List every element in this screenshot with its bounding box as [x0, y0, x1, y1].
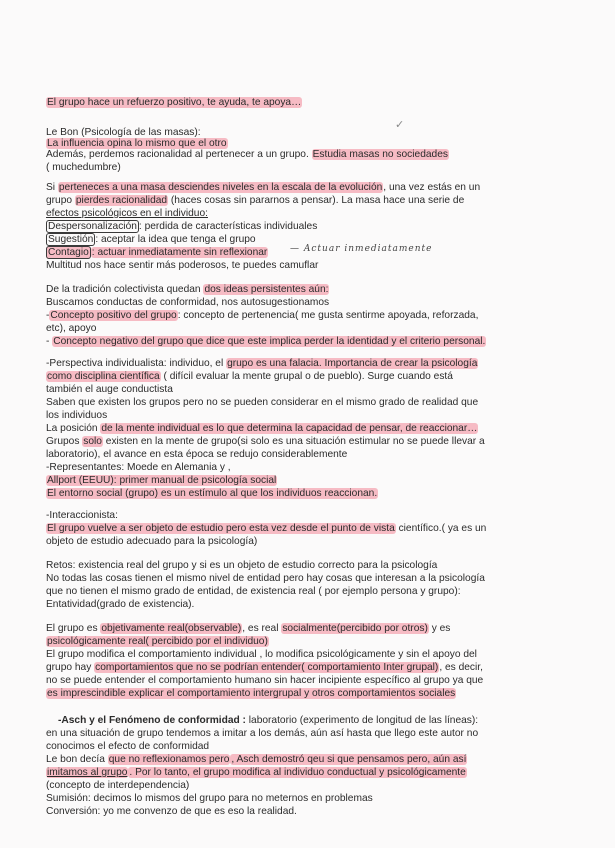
highlighted-text: . Por lo tanto, el grupo modifica al individuo conductual y psicológicamente — [129, 767, 466, 778]
highlighted-text: Estudia masas no sociedades — [312, 149, 448, 160]
text-line — [46, 622, 450, 635]
text-line — [46, 181, 480, 194]
text-line — [46, 309, 478, 322]
text-line — [46, 96, 302, 109]
highlighted-text: , Asch demostró qeu si que pensamos pero, aún así — [231, 754, 467, 765]
text-line — [46, 461, 231, 474]
text-line — [46, 322, 96, 335]
highlighted-text: objetivamente real(observable) — [101, 623, 242, 634]
text-segment: los individuos — [46, 410, 108, 421]
text-line — [46, 648, 477, 661]
text-line — [46, 598, 194, 611]
text-segment: -Representantes: Moede en Alemania y , — [46, 462, 231, 473]
text-segment: Si — [46, 182, 58, 193]
text-segment: No todas las cosas tienen el mismo nivel de entidad pero hay cosas que interesan a la psicología — [46, 573, 485, 584]
text-line — [46, 422, 478, 435]
text-segment: -Perspectiva individualista: individuo, el — [46, 358, 227, 369]
text-line — [46, 635, 269, 648]
text-segment: también el auge conductista — [46, 384, 173, 395]
text-line — [46, 535, 257, 548]
text-line — [46, 674, 483, 687]
highlighted-text: El grupo vuelve a ser objeto de estudio pero esta vez desde el punto de vista — [47, 523, 395, 534]
highlighted-text: comportamientos que no se podrían entender( comportamiento Inter grupal) — [95, 662, 439, 673]
text-segment: (concepto de interdependencia) — [46, 780, 190, 791]
text-segment: , es real — [242, 623, 282, 634]
text-segment: Saben que existen los grupos pero no se pueden considerar en el mismo grado de realidad que — [46, 397, 479, 408]
text-line — [46, 283, 329, 296]
text-line — [46, 335, 486, 348]
highlighted-text: Allport (EEUU): primer manual de psicología social — [47, 475, 277, 486]
text-segment: Le bon decía — [46, 754, 108, 765]
text-segment: ( difícil evaluar la mente grupal o de pueblo). Surge cuando está — [160, 371, 453, 382]
text-segment: objeto de estudio adecuado para la psicología) — [46, 536, 258, 547]
text-line — [46, 357, 478, 370]
text-segment: laboratorio), el avance en esta época se redujo considerablemente — [46, 449, 348, 460]
text-line — [46, 687, 456, 700]
text-segment: Sumisión: decimos lo mismos del grupo para no meternos en problemas — [46, 793, 373, 804]
section-heading: -Interaccionista: — [46, 510, 118, 521]
text-line — [46, 559, 437, 572]
handwritten-note-text: Actuar inmediatamente — [303, 244, 433, 254]
text-line — [46, 509, 118, 522]
highlighted-text: de la mente individual es lo que determina la capacidad de pensar, de reaccionar… — [101, 423, 478, 434]
text-line — [46, 161, 121, 174]
text-segment: La posición — [46, 423, 101, 434]
text-segment: : concepto de pertenencia( me gusta sentirme apoyada, reforzada, — [177, 310, 479, 321]
highlighted-text: : actuar inmediatamente sin reflexionar — [91, 247, 268, 258]
text-line — [46, 727, 478, 740]
text-line — [58, 714, 478, 727]
text-segment: Entatividad(grado de existencia). — [46, 599, 195, 610]
text-segment: : perdida de características individuales — [138, 221, 318, 232]
text-segment: De la tradición colectivista quedan — [46, 284, 204, 295]
text-line — [46, 233, 256, 246]
text-segment: Multitud nos hace sentir más poderosos, te puedes camuflar — [46, 260, 319, 271]
text-segment: Además, perdemos racionalidad al pertenecer a un grupo. — [46, 149, 312, 160]
text-line — [46, 370, 453, 383]
highlighted-text: El grupo hace un refuerzo positivo, te ayuda, te apoya… — [47, 97, 302, 108]
section-heading: -Asch y el Fenómeno de conformidad : — [58, 715, 246, 726]
text-segment: grupo hay — [46, 662, 95, 673]
text-line — [46, 296, 329, 309]
text-line — [46, 753, 467, 766]
highlighted-text: dos ideas persistentes aún: — [204, 284, 329, 295]
text-line — [46, 779, 189, 792]
boxed-term: Despersonalización — [48, 221, 137, 232]
text-segment: laboratorio (experimento de longitud de las líneas): — [245, 715, 479, 726]
highlighted-text: grupo es una falacia. Importancia de crear la psicología — [227, 358, 478, 369]
text-line — [46, 435, 485, 448]
highlighted-text: solo — [83, 436, 102, 447]
text-line — [46, 246, 268, 259]
text-segment: efectos psicológicos en el individuo: — [46, 208, 208, 219]
text-line — [46, 409, 107, 422]
text-segment: Conversión: yo me convenzo de que es eso la realidad. — [46, 806, 297, 817]
text-segment: , es decir, — [439, 662, 483, 673]
highlighted-text: La influencia opina lo mismo que el otro — [47, 138, 227, 149]
highlighted-text: es imprescindible explicar el comportamiento intergrupal y otros comportamientos sociales — [47, 688, 456, 699]
text-line — [46, 220, 317, 233]
boxed-term: Contagio — [48, 247, 89, 258]
text-segment: , una vez estás en un — [383, 182, 481, 193]
text-segment: Buscamos conductas de conformidad, nos autosugestionamos — [46, 297, 330, 308]
text-segment: etc), apoyo — [46, 323, 97, 334]
text-line — [46, 383, 173, 396]
text-segment: y es — [428, 623, 451, 634]
highlighted-text: El entorno social (grupo) es un estímulo al que los individuos reaccionan. — [47, 488, 378, 499]
text-segment: El grupo es — [46, 623, 101, 634]
handwritten-note: — Actuar inmediatamente — [290, 244, 433, 254]
text-segment: existen en la mente de grupo(si solo es una situación estimular no se puede llevar a — [102, 436, 485, 447]
text-segment: grupo — [46, 195, 75, 206]
text-segment: ( muchedumbre) — [46, 162, 121, 173]
text-line — [46, 585, 461, 598]
section-heading: Le Bon (Psicología de las masas): — [46, 127, 201, 138]
text-segment: Retos: existencia real del grupo y si es un objeto de estudio correcto para la psicología — [46, 560, 438, 571]
text-line — [46, 740, 209, 753]
highlighted-text: perteneces a una masa desciendes niveles en la escala de la evolución — [58, 182, 383, 193]
text-line — [46, 448, 347, 461]
text-segment: en una situación de grupo tendemos a imitar a los demás, aún así hasta que llego este autor no — [46, 728, 479, 739]
highlighted-text: Concepto negativo del grupo que dice que este implica perder la identidad y el criterio personal. — [53, 336, 486, 347]
highlighted-text: como disciplina científica — [47, 371, 160, 382]
text-line — [46, 792, 373, 805]
text-segment: (haces cosas sin pararnos a pensar). La masa hace una serie de — [168, 195, 465, 206]
highlighted-text: socialmente(percibido por otros) — [282, 623, 428, 634]
text-segment: : aceptar la idea que tenga el grupo — [95, 234, 256, 245]
text-line — [46, 805, 297, 818]
text-line — [46, 396, 478, 409]
text-line — [46, 207, 208, 220]
text-line — [46, 572, 485, 585]
text-line — [46, 487, 378, 500]
highlighted-text: pierdes racionalidad — [75, 195, 168, 206]
text-segment: conocimos el efecto de conformidad — [46, 741, 210, 752]
text-line — [46, 522, 486, 535]
highlighted-text: que no reflexionamos pero — [108, 754, 230, 765]
text-line — [46, 766, 467, 779]
text-line — [46, 194, 464, 207]
text-segment: que no tienen el mismo grado de entidad, de existencia real ( por ejemplo persona y grupo): — [46, 586, 461, 597]
highlighted-text: Concepto positivo del grupo — [50, 310, 177, 321]
text-line — [46, 259, 318, 272]
text-segment: científico.( ya es un — [395, 523, 487, 534]
text-line — [46, 474, 277, 487]
check-mark-icon: ✓ — [395, 119, 405, 131]
text-segment: El grupo modifica el comportamiento individual , lo modifica psicológicamente y sin el apoyo del — [46, 649, 477, 660]
text-segment: - — [46, 310, 50, 321]
text-segment: no se puede entender el comportamiento humano sin hacer incipiente específico al grupo ya que — [46, 675, 484, 686]
highlighted-text: psicológicamente real( percibido por el individuo) — [47, 636, 268, 647]
text-line — [46, 148, 449, 161]
text-line — [46, 661, 483, 674]
text-segment: Grupos — [46, 436, 83, 447]
boxed-term: Sugestión — [48, 234, 94, 245]
text-segment: - — [46, 336, 53, 347]
highlighted-text: imitamos al grupo — [47, 767, 128, 778]
